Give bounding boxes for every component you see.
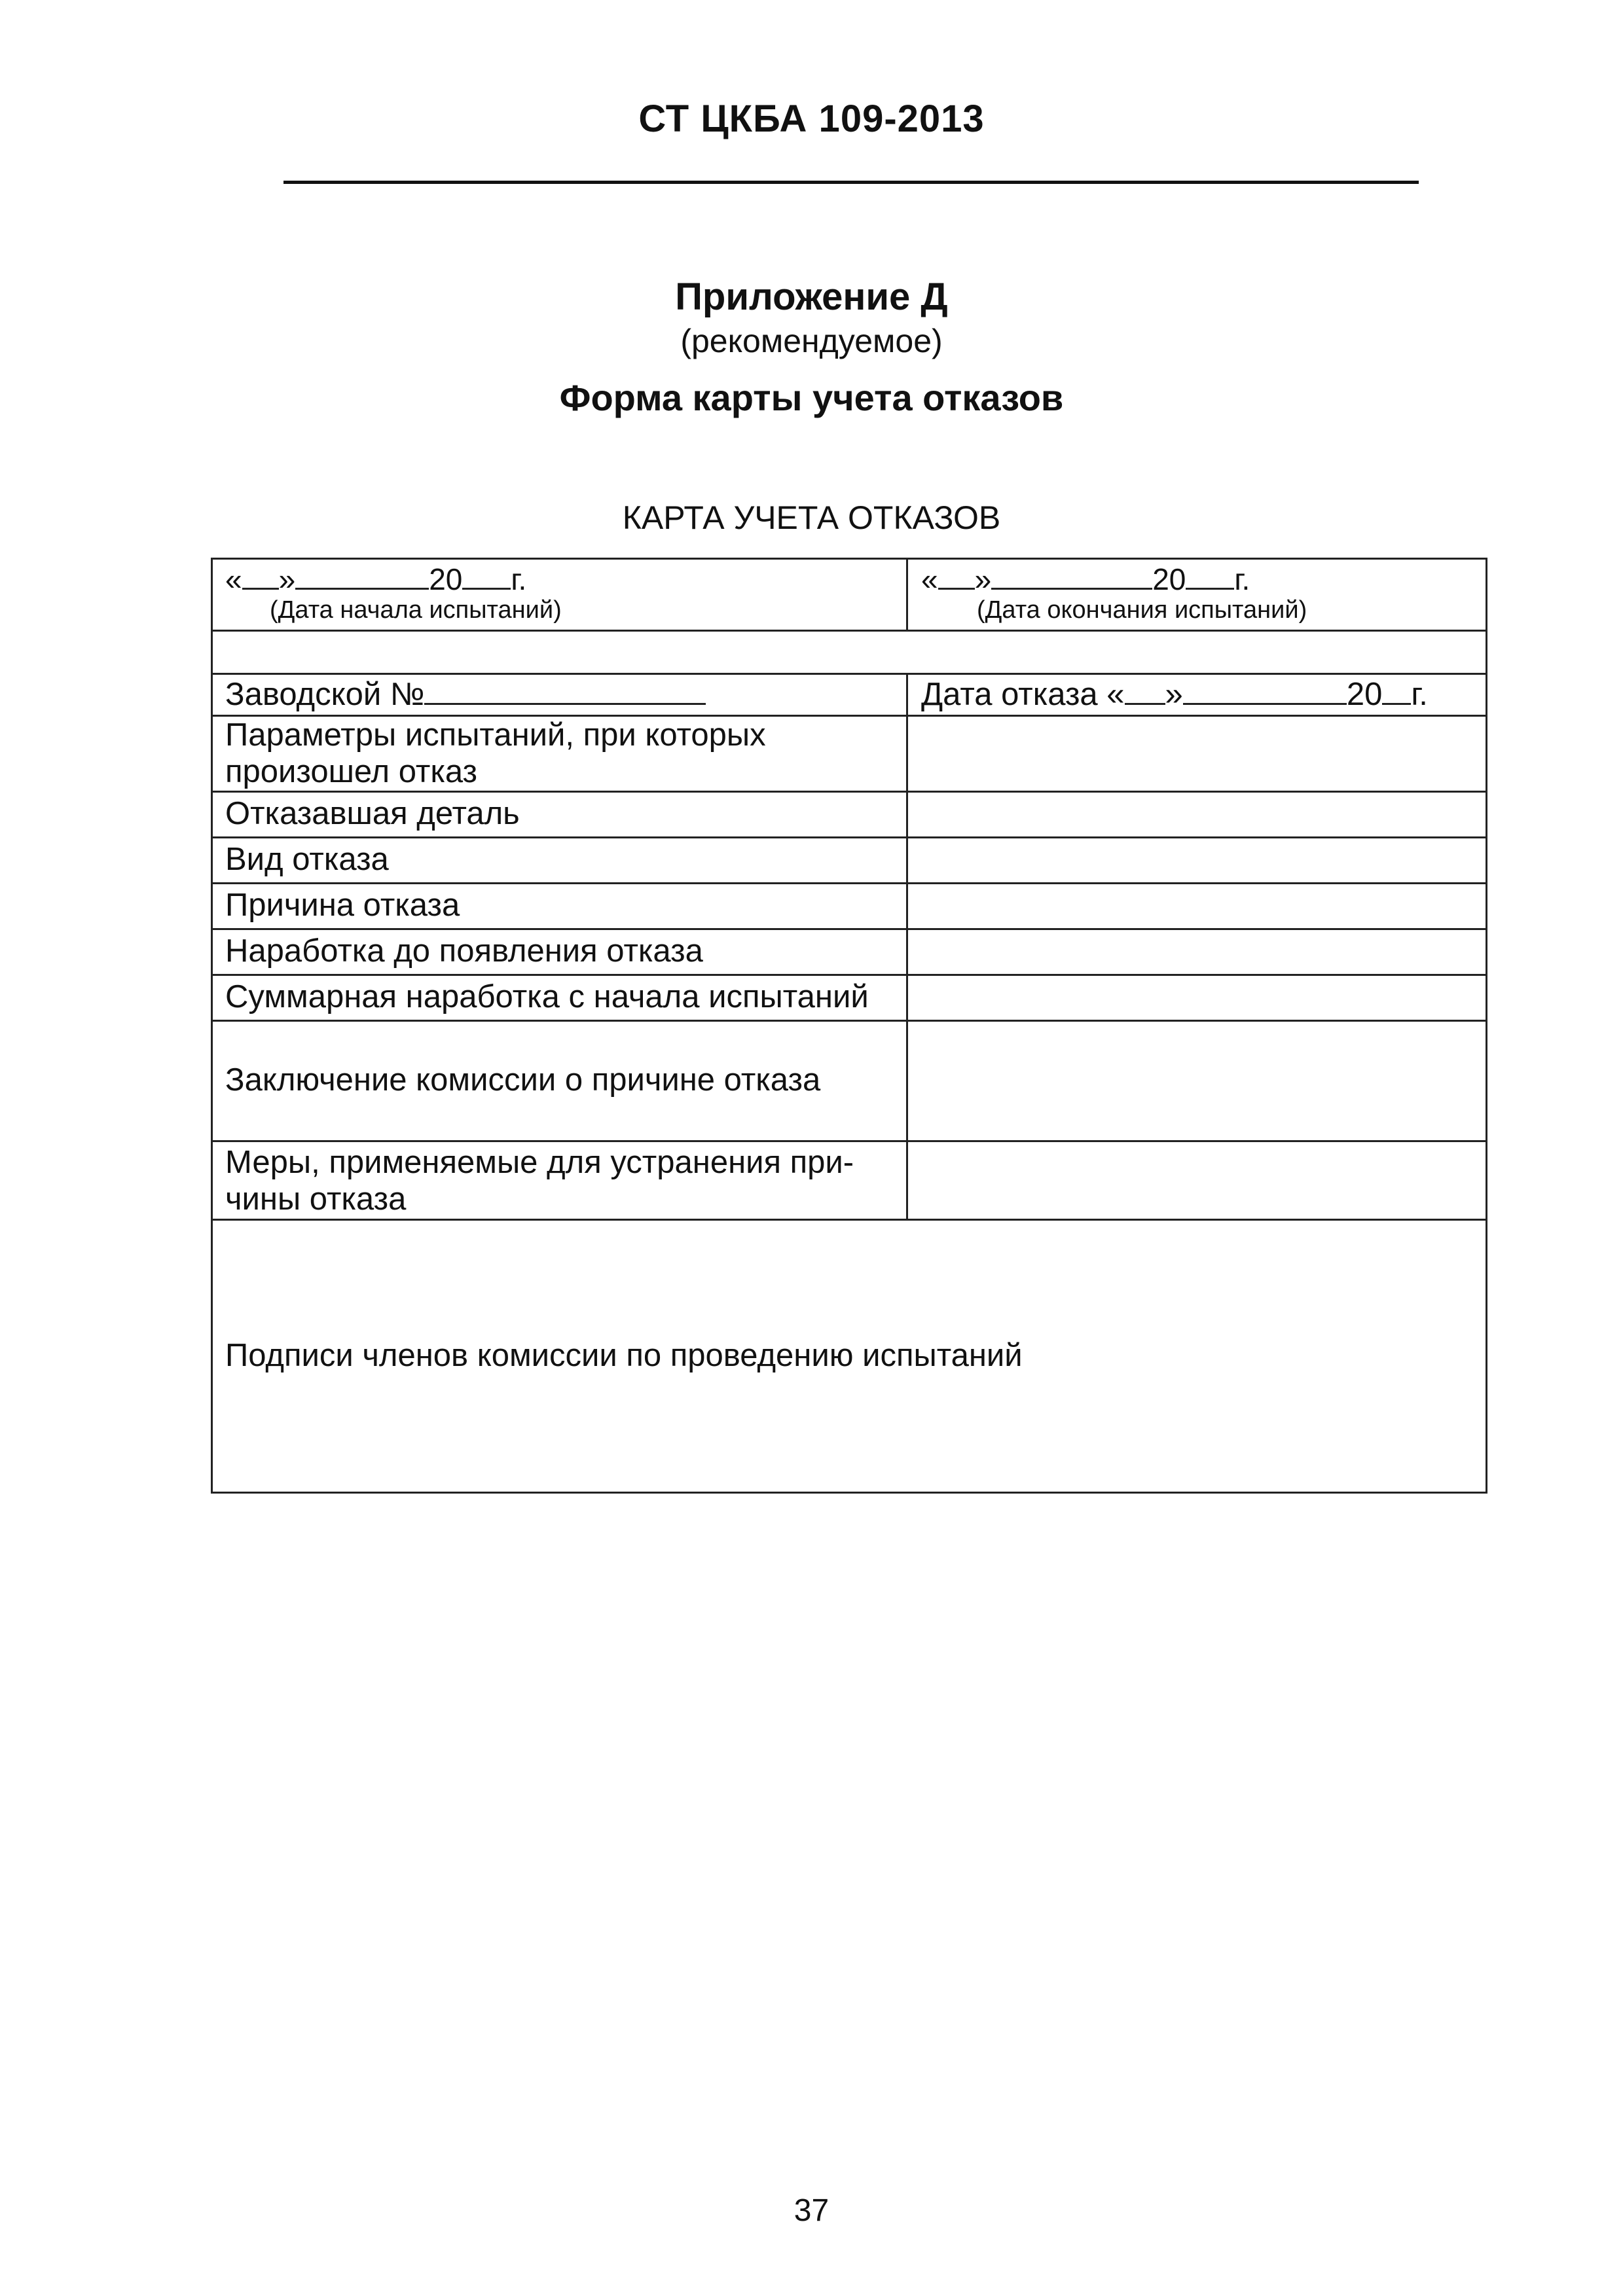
- grid-line: [906, 558, 908, 630]
- year-blank[interactable]: [1186, 562, 1234, 590]
- serial-number-blank[interactable]: [424, 677, 706, 705]
- value-cell[interactable]: [909, 885, 1484, 927]
- row-label-commission-conclusion: Заключение комиссии о причине отказа: [225, 1062, 821, 1098]
- row-label-failure-cause: Причина отказа: [225, 888, 460, 923]
- value-cell[interactable]: [909, 931, 1484, 973]
- grid-line: [211, 673, 1487, 675]
- start-date-caption: (Дата начала испытаний): [270, 596, 562, 624]
- year-suffix: г.: [511, 562, 527, 596]
- grid-line: [211, 1219, 1487, 1221]
- row-label-test-parameters: Параметры испытаний, при которых: [225, 717, 766, 753]
- serial-number-field[interactable]: [225, 675, 706, 713]
- end-date-field[interactable]: [921, 560, 1250, 598]
- value-cell[interactable]: [909, 717, 1484, 789]
- start-date-field[interactable]: [225, 560, 526, 598]
- appendix-title: Приложение Д: [675, 276, 948, 318]
- value-cell[interactable]: [909, 839, 1484, 881]
- grid-line: [211, 630, 1487, 632]
- grid-line: [211, 558, 213, 1494]
- year-prefix: 20: [1346, 677, 1383, 712]
- card-title: КАРТА УЧЕТА ОТКАЗОВ: [622, 499, 1001, 536]
- end-date-caption: (Дата окончания испытаний): [977, 596, 1307, 624]
- month-blank[interactable]: [1183, 677, 1347, 705]
- document-code: СТ ЦКБА 109-2013: [638, 98, 985, 140]
- grid-line: [211, 1140, 1487, 1142]
- month-blank[interactable]: [991, 562, 1152, 590]
- value-cell[interactable]: [909, 1022, 1484, 1139]
- signatures-label: Подписи членов комиссии по проведению испытаний: [225, 1338, 1023, 1373]
- row-label-total-operating-time: Суммарная наработка с начала испытаний: [225, 979, 869, 1014]
- failure-date-field[interactable]: [921, 675, 1428, 713]
- grid-line: [211, 836, 1487, 838]
- year-prefix: 20: [429, 562, 463, 596]
- row-label-failure-type: Вид отказа: [225, 842, 389, 877]
- year-blank[interactable]: [462, 562, 511, 590]
- year-prefix: 20: [1152, 562, 1186, 596]
- serial-number-label: Заводской №: [225, 677, 425, 712]
- grid-line: [211, 928, 1487, 930]
- quote-close: »: [1165, 677, 1183, 712]
- day-blank[interactable]: [1125, 677, 1165, 705]
- appendix-subtitle: (рекомендуемое): [680, 323, 943, 359]
- grid-line: [211, 558, 1487, 560]
- grid-line: [1486, 558, 1487, 1494]
- year-suffix: г.: [1234, 562, 1250, 596]
- quote-open: «: [921, 562, 938, 596]
- page-number: 37: [793, 2193, 830, 2228]
- grid-line: [211, 1492, 1487, 1494]
- row-label-failed-part: Отказавшая деталь: [225, 796, 520, 831]
- year-blank[interactable]: [1382, 677, 1411, 705]
- year-suffix: г.: [1411, 677, 1428, 712]
- day-blank[interactable]: [938, 562, 975, 590]
- signatures-area[interactable]: [213, 1221, 1484, 1490]
- header-rule: [283, 181, 1419, 184]
- value-cell[interactable]: [909, 1143, 1484, 1217]
- value-cell[interactable]: [909, 793, 1484, 835]
- quote-close: »: [278, 562, 296, 596]
- value-cell[interactable]: [909, 977, 1484, 1018]
- grid-line: [211, 974, 1487, 976]
- row-label-time-to-failure: Наработка до появления отказа: [225, 933, 703, 969]
- grid-line: [906, 673, 908, 1219]
- row-label-test-parameters-cont: произошел отказ: [225, 754, 478, 789]
- quote-close: »: [974, 562, 992, 596]
- quote-open: «: [225, 562, 242, 596]
- form-title: Форма карты учета отказов: [559, 377, 1064, 418]
- grid-line: [211, 1020, 1487, 1022]
- grid-line: [211, 882, 1487, 884]
- row-label-corrective-measures-cont: чины отказа: [225, 1181, 407, 1217]
- day-blank[interactable]: [242, 562, 279, 590]
- failure-date-label: Дата отказа «: [921, 677, 1125, 712]
- grid-line: [211, 791, 1487, 793]
- month-blank[interactable]: [295, 562, 429, 590]
- failure-record-card: [211, 558, 1487, 1494]
- row-label-corrective-measures: Меры, применяемые для устранения при-: [225, 1145, 854, 1180]
